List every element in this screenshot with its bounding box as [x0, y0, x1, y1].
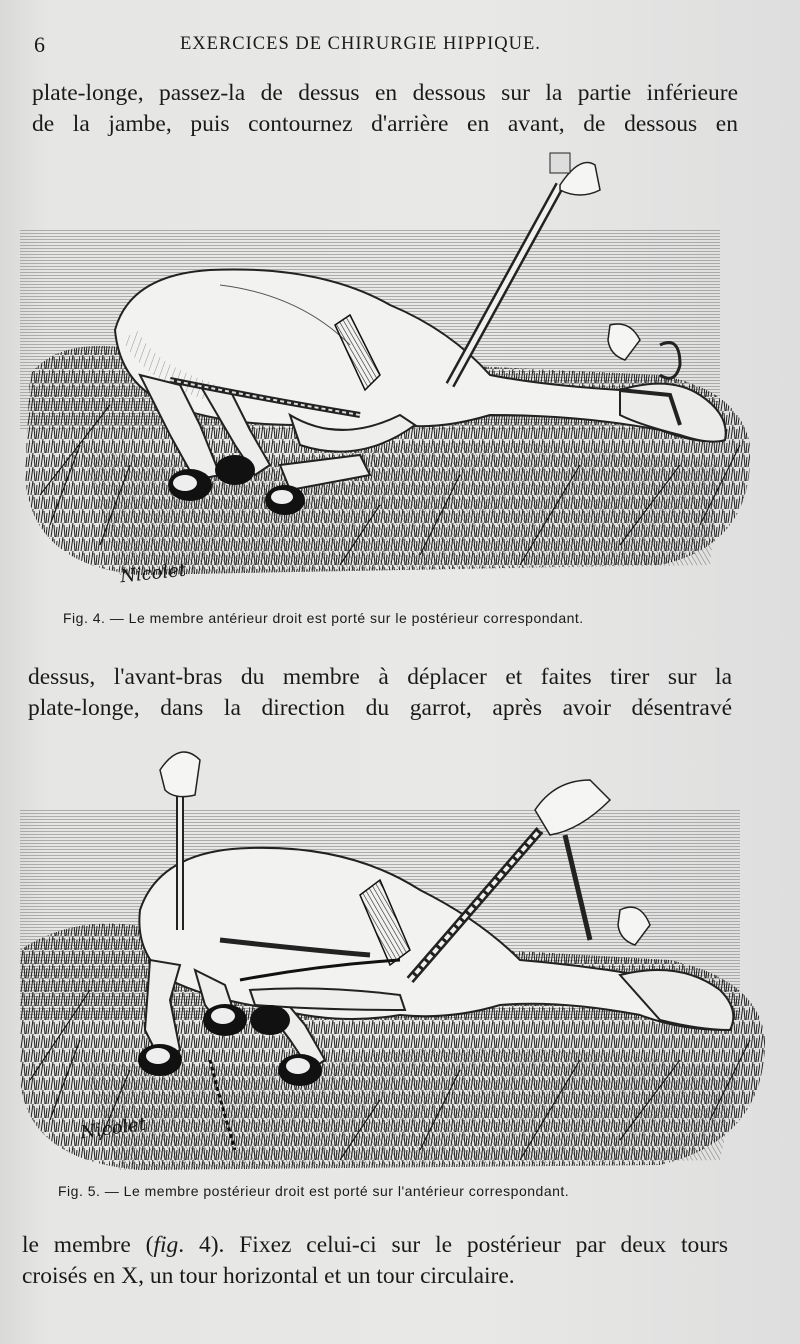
text-line: plate-longe, dans la direction du garrot, après avoir désentravé [28, 695, 732, 721]
paragraph-3 [22, 1230, 728, 1292]
artist-signature: Nicolet [78, 1113, 148, 1144]
page-number: 6 [34, 32, 45, 57]
horse-engraving-fig4 [20, 145, 760, 600]
text-segment: le membre ( [22, 1232, 154, 1258]
paragraph-1 [32, 78, 738, 140]
paragraph-2 [28, 662, 732, 724]
artist-signature: Nicolet [119, 559, 187, 588]
text-segment: . 4). Fixez celui-ci sur le postérieur par deux tours [178, 1232, 728, 1258]
text-line: de la jambe, puis contournez d'arrière en avant, de dessous en [32, 111, 738, 137]
figure-reference: fig [153, 1232, 179, 1258]
figure-4-engraving [20, 145, 760, 600]
text-line [22, 1230, 728, 1261]
page-header [30, 28, 770, 58]
figure-5-engraving [20, 740, 772, 1180]
text-line: croisés en X, un tour horizontal et un tour circulaire. [22, 1263, 515, 1289]
figure-4-caption: Fig. 4. — Le membre antérieur droit est porté sur le postérieur correspondant. [63, 610, 584, 626]
text-line: dessus, l'avant-bras du membre à déplacer et faites tirer sur la [28, 664, 732, 690]
figure-5-caption: Fig. 5. — Le membre postérieur droit est porté sur l'antérieur correspondant. [58, 1183, 570, 1199]
text-line: plate-longe, passez-la de dessus en dessous sur la partie inférieure [32, 80, 738, 106]
running-title: EXERCICES DE CHIRURGIE HIPPIQUE. [180, 34, 541, 54]
